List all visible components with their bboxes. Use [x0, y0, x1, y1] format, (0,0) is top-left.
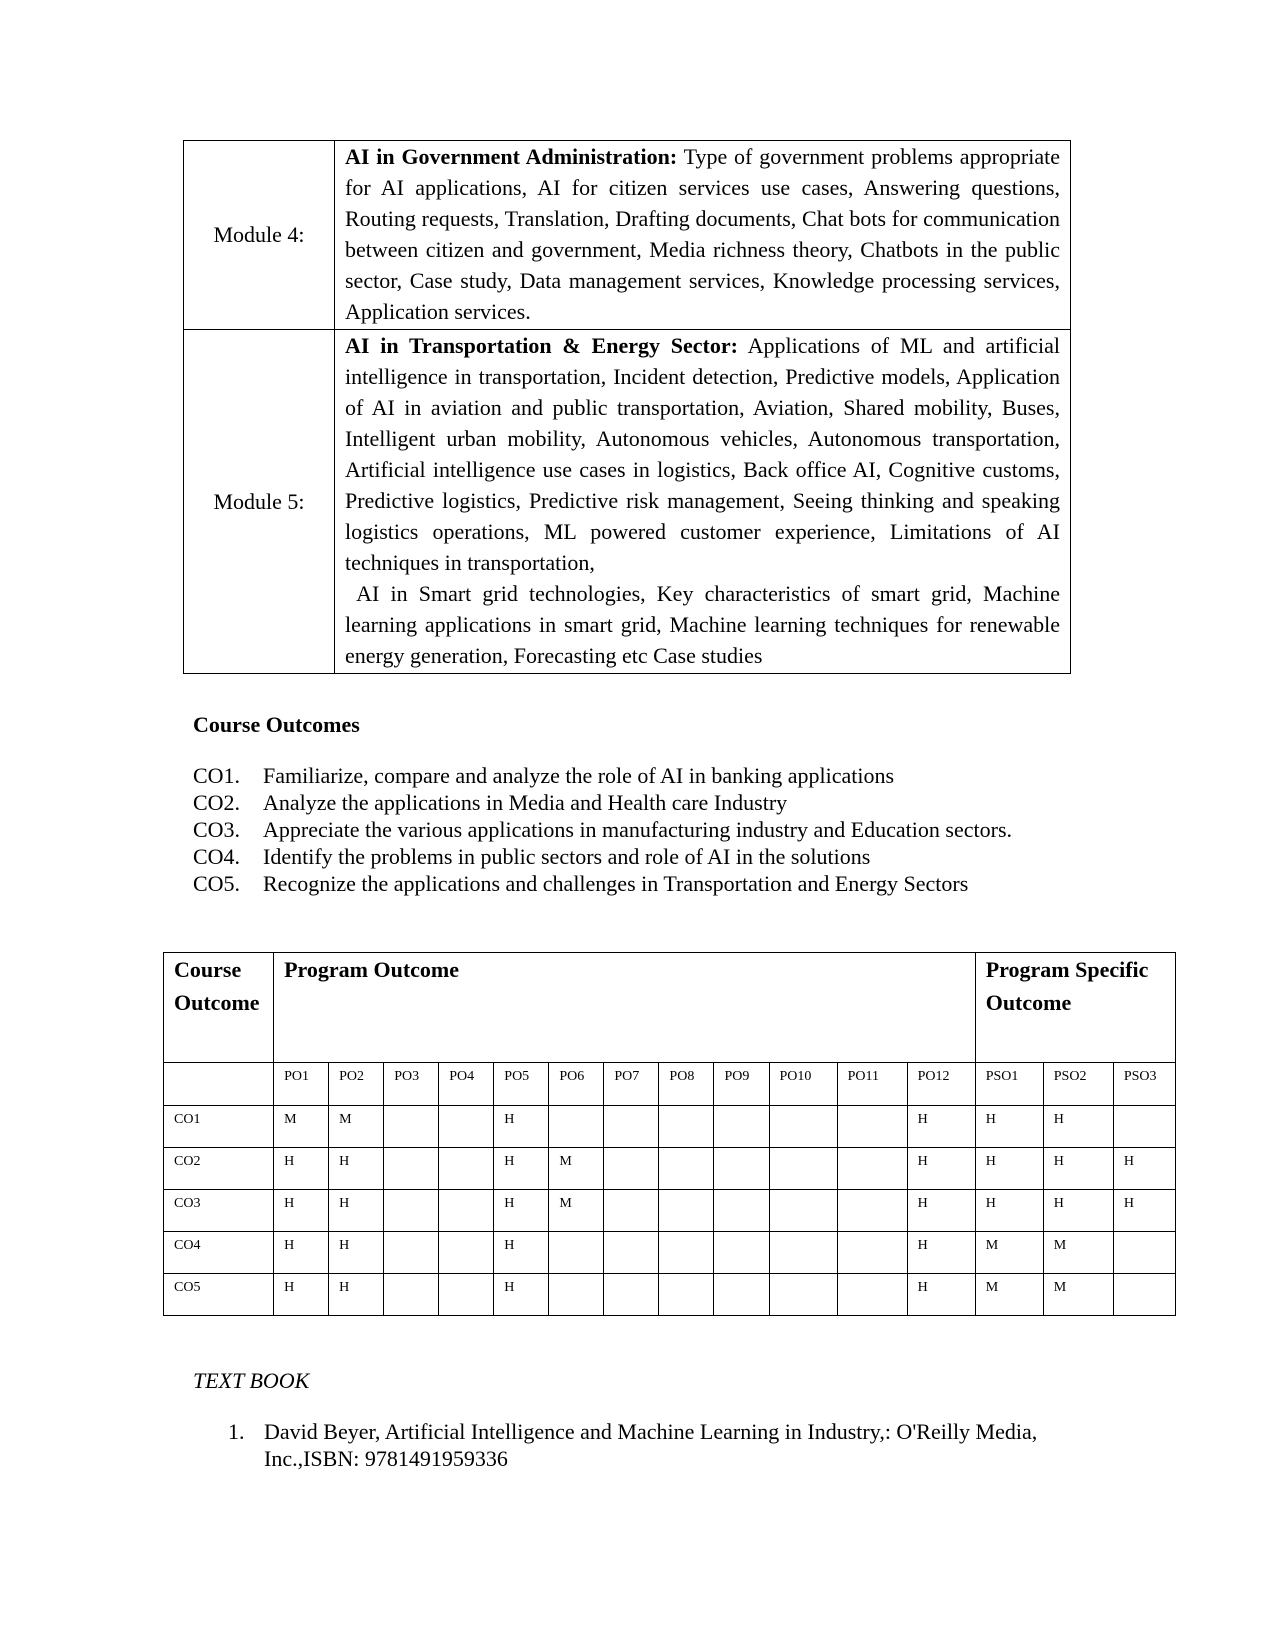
column-header: PO9	[714, 1063, 769, 1106]
mapping-cell: H	[494, 1274, 549, 1316]
program-specific-outcome-header: Program Specific Outcome	[975, 953, 1175, 1063]
mapping-cell	[837, 1190, 907, 1232]
mapping-cell	[714, 1190, 769, 1232]
list-item	[193, 762, 1012, 789]
module-text: Applications of ML and artificial intelligence in transportation, Incident detection, Predictive models, Application of AI in aviation and public transportation, Aviation, Shared mobility, Buses, Intelligent urban mobility, Autonomous vehicles, Autonomous transportation, Artificial intelligence use cases in logistics, Back office AI, Cognitive customs, Predictive logistics, Predictive risk management, Seeing thinking and speaking logistics operations, ML powered customer experience, Limitations of AI techniques in transportation,	[345, 333, 1061, 575]
list-item	[193, 816, 1012, 843]
mapping-cell	[1113, 1106, 1175, 1148]
table-row	[164, 1148, 1176, 1190]
co-label: CO3	[164, 1190, 274, 1232]
column-header: PO6	[549, 1063, 604, 1106]
mapping-cell: M	[274, 1106, 329, 1148]
mapping-cell	[439, 1148, 494, 1190]
column-header: PO2	[329, 1063, 384, 1106]
mapping-cell: M	[975, 1274, 1043, 1316]
column-header: PO10	[769, 1063, 837, 1106]
mapping-cell: H	[907, 1274, 975, 1316]
mapping-cell	[384, 1106, 439, 1148]
column-header: PSO3	[1113, 1063, 1175, 1106]
mapping-cell	[439, 1190, 494, 1232]
co-text: Analyze the applications in Media and Health care Industry	[263, 790, 788, 815]
mapping-cell	[604, 1106, 659, 1148]
mapping-cell	[659, 1232, 714, 1274]
mapping-cell	[837, 1232, 907, 1274]
mapping-cell: H	[1113, 1148, 1175, 1190]
mapping-cell: H	[975, 1106, 1043, 1148]
mapping-cell	[604, 1232, 659, 1274]
mapping-cell	[439, 1106, 494, 1148]
list-item	[193, 789, 1012, 816]
mapping-cell: H	[274, 1148, 329, 1190]
mapping-cell: H	[907, 1106, 975, 1148]
mapping-cell	[714, 1148, 769, 1190]
text-book-reference: David Beyer, Artificial Intelligence and Machine Learning in Industry,: O'Reilly Media, Inc.,ISBN: 9781491959336	[264, 1419, 1038, 1471]
mapping-cell: H	[494, 1106, 549, 1148]
module-description	[335, 330, 1071, 674]
mapping-cell: H	[907, 1148, 975, 1190]
module-paragraph	[345, 578, 1060, 671]
mapping-cell: H	[494, 1148, 549, 1190]
module-paragraph	[345, 330, 1060, 578]
text-book-number: 1.	[228, 1419, 245, 1444]
table-row	[164, 1232, 1176, 1274]
column-header: PO4	[439, 1063, 494, 1106]
module-label: Module 5:	[184, 330, 335, 674]
mapping-cell: H	[975, 1190, 1043, 1232]
mapping-cell	[769, 1190, 837, 1232]
module-row	[184, 141, 1071, 330]
table-header-row	[164, 953, 1176, 1063]
mapping-cell	[714, 1106, 769, 1148]
mapping-cell: H	[329, 1274, 384, 1316]
mapping-cell: M	[549, 1148, 604, 1190]
mapping-cell	[549, 1106, 604, 1148]
mapping-cell: H	[274, 1274, 329, 1316]
mapping-cell: H	[274, 1190, 329, 1232]
module-paragraph	[345, 141, 1060, 327]
mapping-cell	[659, 1148, 714, 1190]
co-label: CO2	[164, 1148, 274, 1190]
mapping-cell	[659, 1274, 714, 1316]
mapping-cell	[604, 1274, 659, 1316]
course-outcomes-list	[193, 762, 1012, 897]
mapping-cell	[1113, 1274, 1175, 1316]
mapping-cell: M	[1043, 1232, 1113, 1274]
course-outcome-header: Course Outcome	[164, 953, 274, 1063]
column-header: PO3	[384, 1063, 439, 1106]
co-text: Identify the problems in public sectors and role of AI in the solutions	[263, 844, 871, 869]
co-code: CO5.	[193, 871, 241, 896]
table-row	[164, 1106, 1176, 1148]
mapping-cell: H	[494, 1190, 549, 1232]
mapping-cell: H	[494, 1232, 549, 1274]
module-label: Module 4:	[184, 141, 335, 330]
co-label: CO1	[164, 1106, 274, 1148]
mapping-cell	[714, 1232, 769, 1274]
co-po-mapping-table	[163, 952, 1176, 1316]
column-header: PO7	[604, 1063, 659, 1106]
co-code: CO1.	[193, 763, 241, 788]
module-description	[335, 141, 1071, 330]
column-header: PSO2	[1043, 1063, 1113, 1106]
column-header: PO11	[837, 1063, 907, 1106]
co-text: Appreciate the various applications in manufacturing industry and Education sectors.	[263, 817, 1012, 842]
mapping-cell	[837, 1106, 907, 1148]
mapping-cell: M	[329, 1106, 384, 1148]
column-header: PO1	[274, 1063, 329, 1106]
module-row	[184, 330, 1071, 674]
mapping-cell: H	[1113, 1190, 1175, 1232]
mapping-cell	[714, 1274, 769, 1316]
table-row	[164, 1190, 1176, 1232]
column-header: PSO1	[975, 1063, 1043, 1106]
mapping-cell	[384, 1148, 439, 1190]
column-header: PO8	[659, 1063, 714, 1106]
mapping-cell	[1113, 1232, 1175, 1274]
module-text: Type of government problems appropriate for AI applications, AI for citizen services use cases, Answering questions, Routing requests, Translation, Drafting documents, Chat bots for communication between citizen and government, Media richness theory, Chatbots in the public sector, Case study, Data management services, Knowledge processing services, Application services.	[345, 144, 1060, 324]
co-label: CO5	[164, 1274, 274, 1316]
table-row	[164, 1274, 1176, 1316]
mapping-cell	[549, 1232, 604, 1274]
mapping-cell	[384, 1274, 439, 1316]
list-item	[193, 843, 1012, 870]
module-topic: AI in Government Administration:	[345, 144, 678, 169]
mapping-cell: H	[329, 1148, 384, 1190]
mapping-cell	[769, 1274, 837, 1316]
mapping-cell	[837, 1148, 907, 1190]
mapping-cell: M	[975, 1232, 1043, 1274]
mapping-cell	[604, 1190, 659, 1232]
mapping-cell: H	[1043, 1106, 1113, 1148]
module-text: AI in Smart grid technologies, Key characteristics of smart grid, Machine learning applications in smart grid, Machine learning techniques for renewable energy generation, Forecasting etc Case studies	[345, 581, 1061, 668]
mapping-cell: H	[1043, 1190, 1113, 1232]
program-outcome-header: Program Outcome	[274, 953, 976, 1063]
mapping-cell: H	[329, 1232, 384, 1274]
mapping-cell: M	[1043, 1274, 1113, 1316]
mapping-cell: H	[907, 1232, 975, 1274]
co-code: CO3.	[193, 817, 241, 842]
text-book-list	[228, 1418, 1048, 1472]
mapping-cell	[384, 1190, 439, 1232]
mapping-cell	[769, 1232, 837, 1274]
mapping-cell	[769, 1106, 837, 1148]
mapping-cell	[384, 1232, 439, 1274]
mapping-cell: H	[907, 1190, 975, 1232]
empty-header-cell	[164, 1063, 274, 1106]
co-text: Familiarize, compare and analyze the role of AI in banking applications	[263, 763, 895, 788]
mapping-cell: H	[975, 1148, 1043, 1190]
co-code: CO4.	[193, 844, 241, 869]
mapping-cell	[439, 1274, 494, 1316]
co-code: CO2.	[193, 790, 241, 815]
mapping-cell: M	[549, 1190, 604, 1232]
co-label: CO4	[164, 1232, 274, 1274]
column-header: PO12	[907, 1063, 975, 1106]
mapping-cell: H	[274, 1232, 329, 1274]
mapping-cell	[659, 1190, 714, 1232]
list-item	[228, 1418, 1048, 1472]
co-text: Recognize the applications and challenges in Transportation and Energy Sectors	[263, 871, 969, 896]
table-subheader-row	[164, 1063, 1176, 1106]
mapping-cell	[439, 1232, 494, 1274]
mapping-cell	[769, 1148, 837, 1190]
course-outcomes-heading: Course Outcomes	[193, 712, 360, 737]
mapping-cell: H	[1043, 1148, 1113, 1190]
mapping-cell	[604, 1148, 659, 1190]
mapping-cell	[837, 1274, 907, 1316]
mapping-cell: H	[329, 1190, 384, 1232]
modules-table	[183, 140, 1071, 674]
text-book-heading: TEXT BOOK	[193, 1368, 310, 1393]
mapping-cell	[549, 1274, 604, 1316]
module-topic: AI in Transportation & Energy Sector:	[345, 333, 738, 358]
list-item	[193, 870, 1012, 897]
mapping-cell	[659, 1106, 714, 1148]
column-header: PO5	[494, 1063, 549, 1106]
